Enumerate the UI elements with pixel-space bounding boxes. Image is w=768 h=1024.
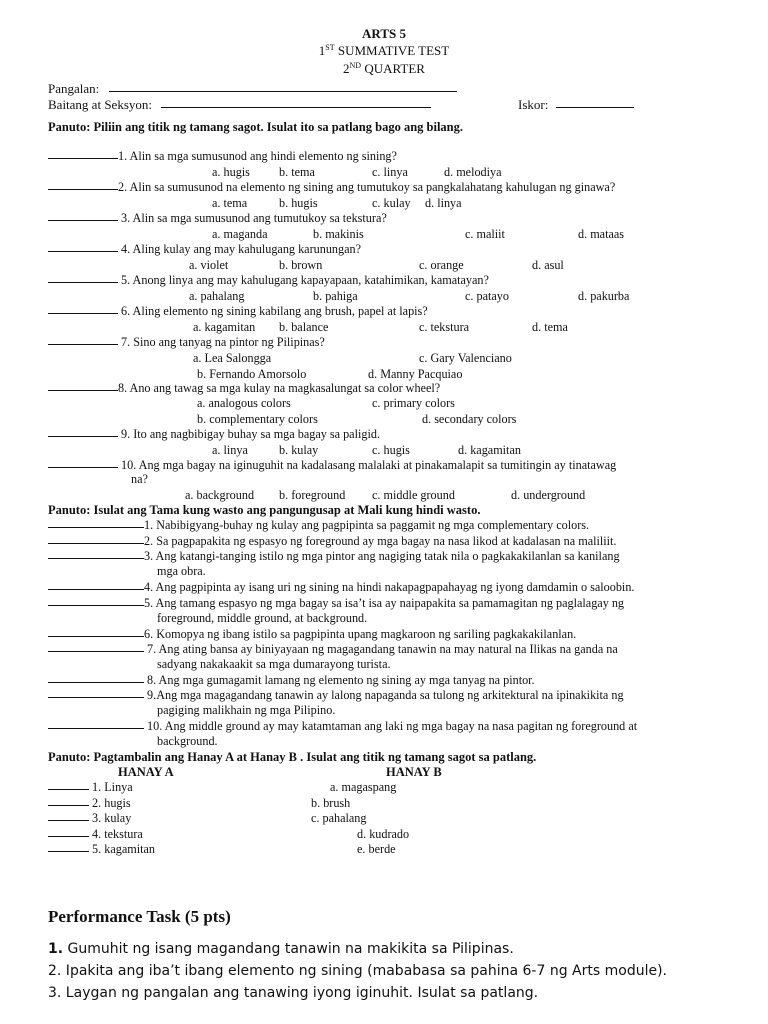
choice: b. balance [279,320,329,334]
answer-blank[interactable] [48,343,118,345]
matching-item-text: 5. kagamitan [92,842,155,856]
statement-row [48,519,589,531]
task-item [48,986,538,1000]
question-text: 3. Alin sa mga sumusunod ang tumutukoy sa tekstura? [118,211,387,225]
choice: b. kulay [279,443,319,457]
choice: b. makinis [313,227,364,241]
question-row [48,243,361,255]
score-blank[interactable] [556,106,634,108]
name-label: Pangalan: [48,81,100,96]
statement-row [48,628,576,640]
answer-blank[interactable] [48,804,89,806]
statement-continuation: foreground, middle ground, at background. [157,611,368,625]
matching-option: e. berde [357,842,396,856]
task-item [48,942,514,956]
statement-text: 6. Komopya ng ibang istilo sa pagpipinta upang magkaroon ng sariling pagkakakilanlan. [144,627,577,641]
answer-blank[interactable] [48,219,118,221]
statement-row [48,643,618,655]
matching-item [48,797,131,809]
matching-item-text: 4. tekstura [92,827,143,841]
name-field-row [48,82,457,95]
answer-blank[interactable] [48,526,144,528]
statement-text: 5. Ang tamang espasyo ng mga bagay sa isa’t isa ay naipapakita sa pamamagitan ng paglalagay ng [144,596,625,610]
choice: a. kagamitan [193,320,256,334]
question-text: 1. Alin sa mga sumusunod ang hindi elemento ng sining? [118,149,397,163]
statement-text: 4. Ang pagpipinta ay isang uri ng sining na hindi nakapagpapahayag ng iyong damdamin o saloobin. [144,580,635,594]
part3-instruction: Panuto: Pagtambalin ang Hanay A at Hanay B . Isulat ang titik ng tamang sagot sa patlang. [48,750,537,764]
task-number: 1. [48,941,64,957]
answer-blank[interactable] [48,250,118,252]
choice: a. linya [212,443,248,457]
answer-blank[interactable] [48,281,118,283]
question-row [48,382,440,394]
answer-blank[interactable] [48,157,118,159]
score-label: Iskor: [518,97,549,112]
answer-blank[interactable] [48,542,144,544]
subject-title: ARTS 5 [362,26,406,41]
task-number: 2. [48,963,62,979]
choice: a. hugis [212,165,250,179]
question-text: 8. Ano ang tawag sa mga kulay na magkasalungat sa color wheel? [118,381,441,395]
statement-text: 10. Ang middle ground ay may katamtaman ang laki ng mga bagay na nasa pagitan ng foreground at [144,719,638,733]
answer-blank[interactable] [48,850,89,852]
task-item [48,964,667,978]
statement-text: 9.Ang mga magagandang tanawin ay lalong napaganda sa tulong ng arkitektural na ipinakikita ng [144,688,624,702]
statement-text: 7. Ang ating bansa ay biniyayaan ng magagandang tanawin na may natural na Ilikas na ganda na [144,642,618,656]
quarter-ordinal: ND [349,61,362,70]
statement-row [48,720,637,732]
question-text: 7. Sino ang tanyag na pintor ng Pilipinas? [118,335,325,349]
answer-blank[interactable] [48,835,89,837]
answer-blank[interactable] [48,389,118,391]
question-row [48,459,616,471]
answer-blank[interactable] [48,466,118,468]
matching-item [48,843,155,855]
choice: b. brown [279,258,323,272]
quarter-label: QUARTER [361,61,425,76]
score-field-row [518,98,634,111]
choice: b. complementary colors [197,412,318,426]
matching-item-text: 2. hugis [92,796,131,810]
choice: a. violet [189,258,229,272]
section-blank[interactable] [161,106,431,108]
section-field-row [48,98,431,111]
choice: c. tekstura [419,320,470,334]
question-row [48,150,397,162]
statement-text: 1. Nabibigyang-buhay ng kulay ang pagpipinta sa paggamit ng mga complementary colors. [144,518,590,532]
choice: c. hugis [372,443,410,457]
question-text: 9. Ito ang nagbibigay buhay sa mga bagay sa paligid. [118,427,380,441]
task-text: Gumuhit ng isang magandang tanawin na makikita sa Pilipinas. [63,941,514,957]
hanay-a-header: HANAY A [118,765,174,779]
statement-row [48,674,535,686]
question-text: 5. Anong linya ang may kahulugang kapayapaan, katahimikan, kamatayan? [118,273,489,287]
name-blank[interactable] [109,90,457,92]
choice: d. linya [425,196,462,210]
test-number: 1 [318,43,326,58]
choice: c. middle ground [372,488,455,502]
answer-blank[interactable] [48,435,118,437]
quarter-number: 2 [343,61,350,76]
question-text: 10. Ang mga bagay na iginuguhit na kadalasang malalaki at pinakamalapit sa tumitingin ay tinatawag [118,458,617,472]
answer-blank[interactable] [48,788,89,790]
choice: c. kulay [372,196,411,210]
matching-item-text: 3. kulay [92,811,132,825]
question-text: 2. Alin sa sumusunod na elemento ng sining ang tumutukoy sa pangkalahatang kahulugan ng ginawa? [118,180,616,194]
choice: c. maliit [465,227,505,241]
question-row [48,336,325,348]
test-title [0,43,768,59]
statement-text: 8. Ang mga gumagamit lamang ng elemento ng sining ay mga tanyag na pintor. [144,673,535,687]
choice: d. Manny Pacquiao [368,367,463,381]
matching-option: d. kudrado [357,827,410,841]
choice: d. pakurba [578,289,630,303]
statement-continuation: background. [157,734,218,748]
choice: a. analogous colors [197,396,291,410]
task-text: Ipakita ang iba’t ibang elemento ng sining (mababasa sa pahina 6-7 ng Arts module). [61,963,667,979]
test-ordinal: ST [325,43,335,52]
choice: d. mataas [578,227,625,241]
question-row [48,274,489,286]
answer-blank[interactable] [48,588,144,590]
choice: d. melodiya [444,165,502,179]
part1-instruction: Panuto: Piliin ang titik ng tamang sagot. Isulat ito sa patlang bago ang bilang. [48,120,464,134]
question-text: 6. Aling elemento ng sining kabilang ang brush, papel at lapis? [118,304,428,318]
choice: c. patayo [465,289,509,303]
statement-text: 3. Ang katangi-tanging istilo ng mga pintor ang nagiging tatak nila o pagkakakilanlan sa kanilang [144,549,620,563]
statement-row [48,550,620,562]
choice: b. hugis [279,196,318,210]
matching-item [48,828,143,840]
choice: d. secondary colors [422,412,517,426]
choice: d. underground [511,488,586,502]
choice: d. tema [532,320,568,334]
test-label: SUMMATIVE TEST [334,43,450,58]
answer-blank[interactable] [48,557,144,559]
choice: c. linya [372,165,408,179]
matching-item [48,781,133,793]
answer-blank[interactable] [48,681,144,683]
answer-blank[interactable] [48,650,144,652]
question-row [48,181,615,193]
question-text: 4. Aling kulay ang may kahulugang karunungan? [118,242,362,256]
choice: b. foreground [279,488,346,502]
part2-instruction: Panuto: Isulat ang Tama kung wasto ang pangungusap at Mali kung hindi wasto. [48,503,481,517]
answer-blank[interactable] [48,604,144,606]
answer-blank[interactable] [48,635,144,637]
question-row [48,305,428,317]
statement-continuation: sadyang nakakaakit sa mga dumarayong turista. [157,657,391,671]
choice: a. maganda [212,227,268,241]
matching-item-text: 1. Linya [92,780,133,794]
answer-blank[interactable] [48,696,144,698]
answer-blank[interactable] [48,188,118,190]
choice: c. Gary Valenciano [419,351,512,365]
matching-option: b. brush [311,796,351,810]
choice: a. Lea Salongga [193,351,272,365]
choice: d. kagamitan [458,443,521,457]
task-text: Laygan ng pangalan ang tanawing iyong iginuhit. Isulat sa patlang. [61,985,539,1001]
hanay-b-header: HANAY B [386,765,442,779]
quarter-title [0,61,768,77]
choice: c. orange [419,258,464,272]
answer-blank[interactable] [48,312,118,314]
statement-row [48,689,624,701]
performance-task-title: Performance Task (5 pts) [48,907,231,926]
choice: a. tema [212,196,248,210]
choice: a. pahalang [189,289,245,303]
choice: b. pahiga [313,289,358,303]
choice: b. tema [279,165,315,179]
question-row [48,428,380,440]
statement-row [48,581,634,593]
statement-text: 2. Sa pagpapakita ng espasyo ng foreground ay mga bagay na nasa likod at kadalasan na maliliit. [144,534,617,548]
matching-item [48,812,131,824]
task-number: 3. [48,985,62,1001]
choice: c. primary colors [372,396,455,410]
choice: b. Fernando Amorsolo [197,367,307,381]
choice: a. background [185,488,255,502]
matching-option: c. pahalang [311,811,367,825]
statement-row [48,597,624,609]
question-row [48,212,387,224]
section-label: Baitang at Seksyon: [48,97,152,112]
matching-option: a. magaspang [330,780,397,794]
statement-row [48,535,616,547]
answer-blank[interactable] [48,727,144,729]
choice: d. asul [532,258,564,272]
answer-blank[interactable] [48,819,89,821]
statement-continuation: pagiging malikhain ng mga Pilipino. [157,703,336,717]
question-text-continuation: na? [131,472,148,486]
statement-continuation: mga obra. [157,564,206,578]
